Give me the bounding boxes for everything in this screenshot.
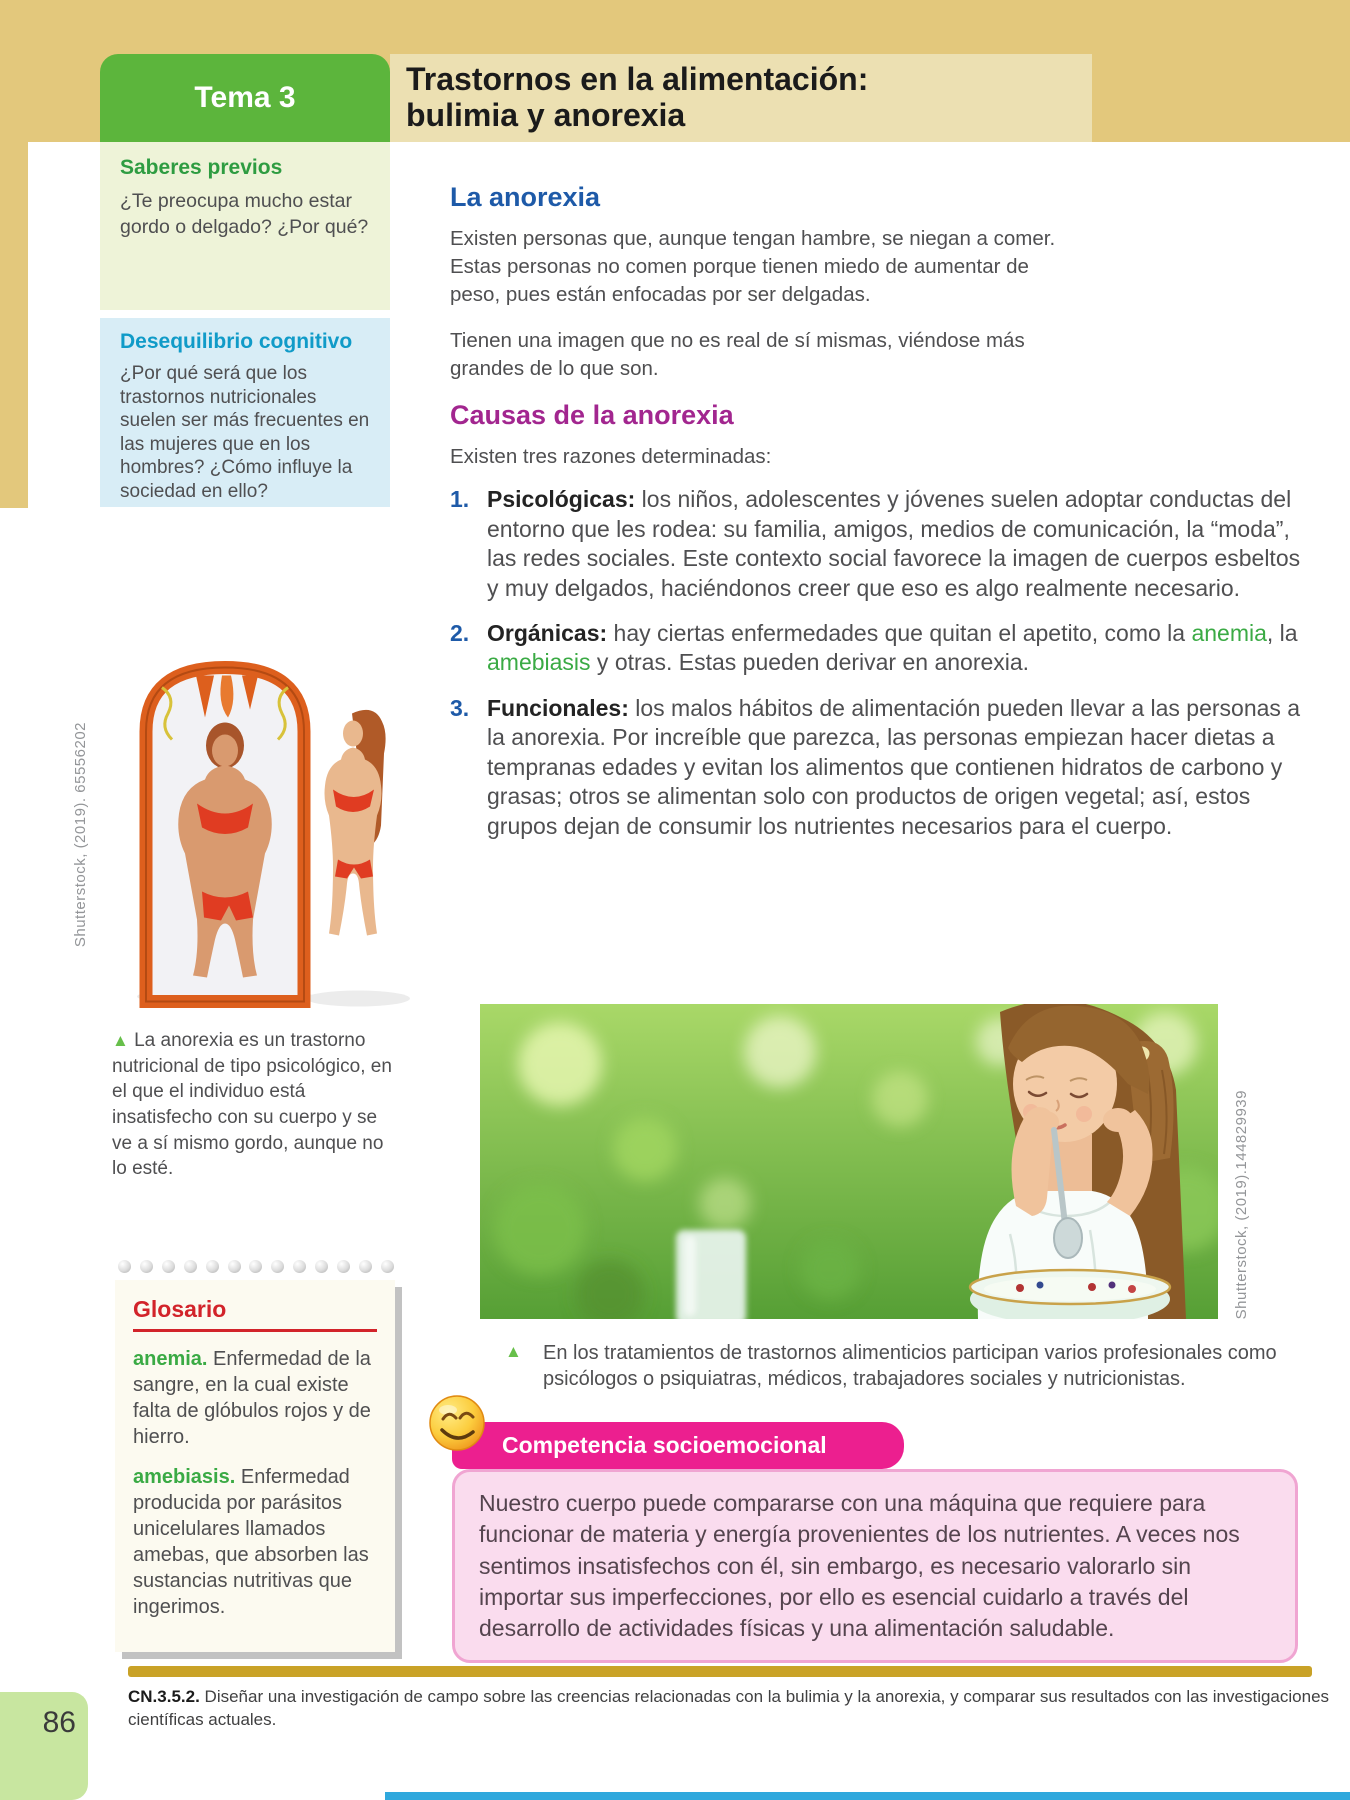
page-title-line1: Trastornos en la alimentación:: [406, 61, 869, 98]
mirror-real-figure: [325, 710, 386, 936]
main-column: [450, 182, 1308, 857]
footer-standard-text: CN.3.5.2. Diseñar una investigación de campo sobre las creencias relacionadas con la bulimia y la anorexia, y comparar sus resultados con las investigaciones científicas actuales.: [128, 1687, 1330, 1729]
tema-label: Tema 3: [194, 81, 296, 114]
page-title: [390, 54, 1092, 142]
mirror-photo-credit: Shutterstock, (2019). 65556202: [72, 722, 89, 948]
competencia-header: Competencia socioemocional: [452, 1422, 904, 1469]
page-number-badge: 86: [0, 1692, 88, 1800]
tema-badge: [100, 54, 390, 142]
mirror-illustration: [130, 652, 420, 1010]
saberes-text: ¿Te preocupa mucho estar gordo o delgado? ¿Por qué?: [120, 190, 369, 239]
bottom-edge-bar: [385, 1792, 1350, 1800]
bowl: [970, 1270, 1170, 1319]
saberes-heading: Saberes previos: [120, 156, 283, 179]
girl-photo-caption: ▲ En los tratamientos de trastornos alimenticios participan varios profesionales como psicólogos o psiquiatras, médicos, trabajadores sociales y nutricionistas.: [505, 1340, 1305, 1393]
girl-photo-illustration: [480, 1004, 1218, 1319]
girl-photo-credit: Shutterstock, (2019).144829939: [1233, 1090, 1250, 1320]
smiley-icon: [428, 1394, 486, 1452]
section-heading-la-anorexia: La anorexia: [450, 182, 601, 212]
anorexia-paragraph-2: Tienen una imagen que no es real de sí mismas, viéndose más grandes de lo que son.: [450, 328, 1025, 380]
mirror-caption: ▲ La anorexia es un trastorno nutricional de tipo psicológico, en el que el individuo está insatisfecho con su cuerpo y se ve a sí mismo gordo, aunque no lo esté.: [112, 1030, 392, 1180]
desequilibrio-heading: Desequilibrio cognitivo: [120, 330, 353, 353]
desequilibrio-text: ¿Por qué será que los trastornos nutricionales suelen ser más frecuentes en las mujeres que en los hombres? ¿Cómo influye la sociedad en ello?: [120, 363, 370, 502]
cause-item-funcionales: 3. Funcionales: los malos hábitos de alimentación pueden llevar a las personas a la anorexia. Por increíble que parezca, las personas empiezan hacer dietas a tempranas edades y evitan los alimentos que contienen hidratos de carbono y grasas; otros se alimentan solo con productos de origen vegetal; así, estos grupos dejan de consumir los nutrientes necesarios para el cuerpo.: [450, 694, 1301, 839]
page-title-line2: bulimia y anorexia: [406, 97, 686, 133]
glossary-entry: amebiasis. Enfermedad producida por parásitos unicelulares llamados amebas, que absorben las sustancias nutritivas que ingerimos.: [133, 1466, 369, 1618]
glossary-heading: Glosario: [133, 1296, 227, 1322]
glass: [676, 1230, 746, 1319]
glossary-rule: [133, 1329, 377, 1332]
saberes-previos-box: [100, 142, 390, 310]
triangle-marker-icon: ▲: [112, 1031, 129, 1050]
section-heading-causas: Causas de la anorexia: [450, 400, 734, 431]
desequilibrio-cognitivo-box: [100, 318, 390, 507]
glossary-term-amebiasis: amebiasis: [487, 649, 591, 676]
cause-item-organicas: 2. Orgánicas: hay ciertas enfermedades que quitan el apetito, como la anemia, la amebiasis y otras. Estas pueden derivar en anorexia.: [450, 620, 1298, 676]
glossary-spiral-binding: [118, 1260, 394, 1273]
glossary-entry: anemia. Enfermedad de la sangre, en la cual existe falta de glóbulos rojos y de hierro.: [133, 1348, 371, 1448]
causes-intro: Existen tres razones determinadas:: [450, 445, 772, 469]
anorexia-paragraph-1: Existen personas que, aunque tengan hambre, se niegan a comer. Estas personas no comen porque tienen miedo de aumentar de peso, pues están enfocadas por ser delgadas.: [450, 227, 1056, 306]
triangle-marker-icon: ▲: [505, 1342, 522, 1361]
glossary-term-anemia: anemia: [1191, 620, 1267, 646]
footer-divider-bar: [128, 1666, 1312, 1677]
glossary-box: [115, 1280, 395, 1652]
left-edge-strip: [0, 142, 28, 508]
cause-item-psicologicas: 1. Psicológicas: los niños, adolescentes y jóvenes suelen adoptar conductas del entorno que les rodea: su familia, amigos, medios de comunicación, la “moda”, las redes sociales. Este contexto social favorece la imagen de cuerpos esbeltos y muy delgados, haciéndonos creer que eso es algo realmente necesario.: [450, 486, 1301, 601]
competencia-body: Nuestro cuerpo puede compararse con una máquina que requiere para funcionar de materia y energía provenientes de los nutrientes. A veces nos sentimos insatisfechos con él, sin embargo, es necesario valorarlo sin importar sus imperfecciones, por ello es esencial cuidarlo a través del desarrollo de actividades físicas y una alimentación saludable.: [452, 1469, 1298, 1663]
footer-code: CN.3.5.2.: [128, 1687, 200, 1706]
